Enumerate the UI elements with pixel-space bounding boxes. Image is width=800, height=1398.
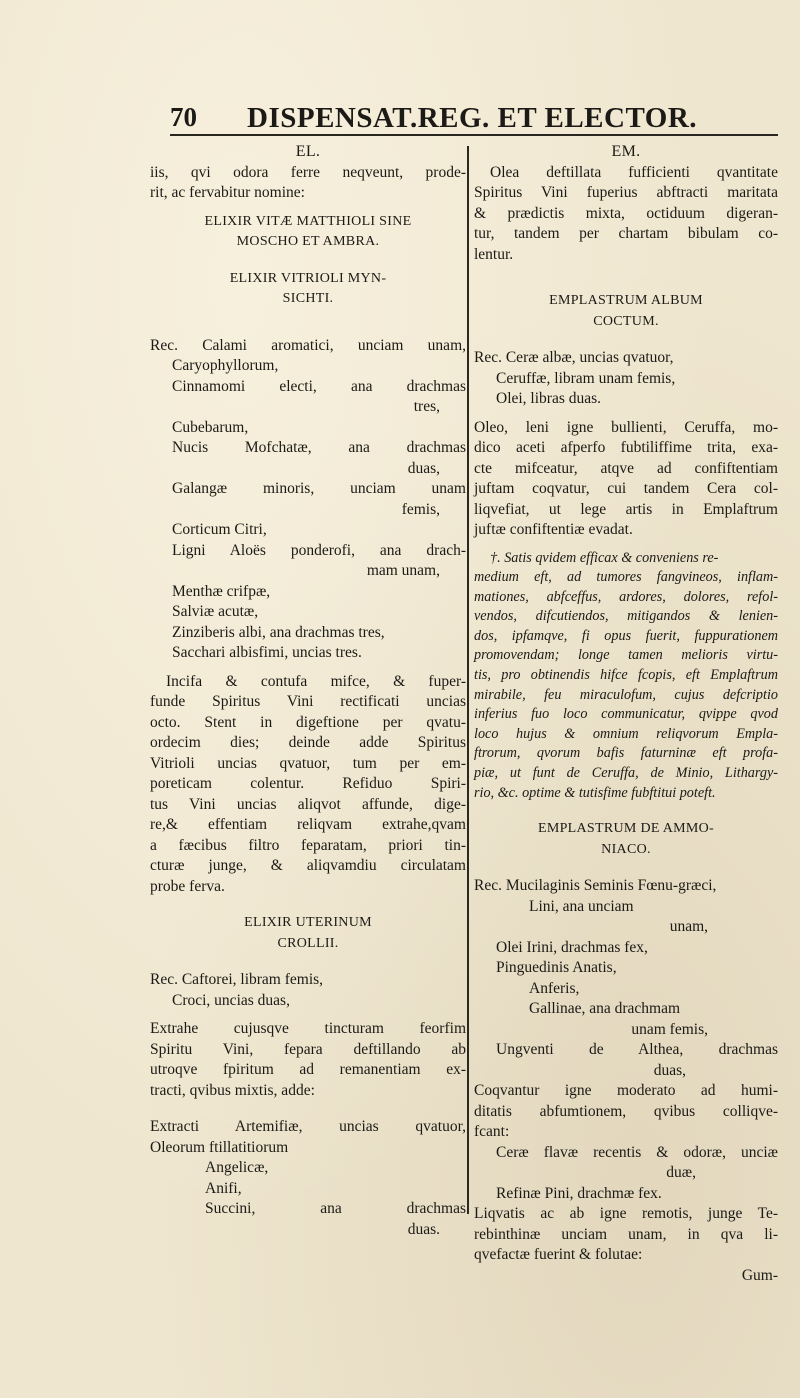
heading-line: NIACO. xyxy=(601,841,651,857)
recipe-line: Ungventi de Althea, drachmas xyxy=(496,1041,778,1059)
note-line: vendos, difcutiendos, mitigandos & lenien- xyxy=(474,608,778,625)
recipe-oleorum xyxy=(150,1117,466,1240)
note-album xyxy=(474,549,778,804)
note-line: piæ, ut funt de Ceruffa, de Minio, Lithargy- xyxy=(474,765,778,782)
recipe-line: Ceruffæ, libram unam femis, xyxy=(496,369,676,387)
recipe-line: duas. xyxy=(407,1220,440,1238)
paragraph-uterinum xyxy=(150,1019,466,1101)
paragraph-line: ordecim dies; deinde adde Spiritus xyxy=(150,734,466,751)
recipe-line: Rec. Ceræ albæ, uncias qvatuor, xyxy=(474,349,674,366)
note-line: tis, pro obtinendis hifce fcopis, eft Emplaftrum xyxy=(474,667,778,684)
paragraph-line: funde Spiritus Vini rectificati uncias xyxy=(150,693,466,710)
recipe-cera xyxy=(474,1143,778,1205)
recipe-line: Rec. Mucilaginis Seminis Fœnu-græci, xyxy=(474,877,717,895)
recipe-line: unam, xyxy=(669,918,708,936)
left-column xyxy=(150,142,466,1240)
heading-line: COCTUM. xyxy=(593,313,659,329)
note-line: mirabile, feu miraculofum, cujus defcriptio xyxy=(474,686,778,703)
note-line: ftrorum, qvorum bafis faturninæ eft profa- xyxy=(474,745,778,762)
paragraph-line: Spiritu Vini, fepara deftillando ab xyxy=(150,1040,466,1058)
recipe-line: Cubebarum, xyxy=(172,418,249,436)
left-column-head: EL. xyxy=(295,143,321,160)
paragraph-line: Liqvatis ac ab igne remotis, junge Te- xyxy=(474,1205,778,1223)
paragraph-line: iis, qvi odora ferre neqveunt, prode- xyxy=(150,163,466,181)
recipe-uterinum xyxy=(150,970,466,1011)
recipe-line: Croci, uncias duas, xyxy=(172,991,290,1009)
catchword: Gum- xyxy=(741,1266,778,1284)
recipe-line: Pinguedinis Anatis, xyxy=(496,959,617,977)
emplastrum-ammoniaco-title xyxy=(474,819,778,860)
paragraph-line: tracti, qvibus mixtis, adde: xyxy=(150,1081,315,1099)
paragraph-line: cte mifceatur, atqve ad confiftentiam xyxy=(474,459,778,477)
recipe-line: Angelicæ, xyxy=(205,1159,269,1176)
paragraph-line: qvefactæ fuerint & folutae: xyxy=(474,1246,643,1264)
paragraph-ammoniaco-1 xyxy=(474,1081,778,1143)
paragraph-line: Coqvantur igne moderato ad humi- xyxy=(474,1082,778,1100)
paragraph-line: Spiritus Vini fuperius abftracti maritata xyxy=(474,184,778,201)
recipe-line: duas, xyxy=(653,1061,686,1079)
paragraph-line: tur, tandem per chartam bibulam co- xyxy=(474,225,778,242)
header-rule xyxy=(170,134,778,136)
recipe-line: Rec. Calami aromatici, unciam unam, xyxy=(150,336,466,354)
recipe-vitrioli xyxy=(150,336,466,664)
paragraph-line: a fæcibus filtro feparatam, priori tin- xyxy=(150,836,466,854)
paragraph-line: cturæ junge, & aliqvamdiu circulatam xyxy=(150,857,466,874)
paragraph-line: & prædictis mixta, octiduum digeran- xyxy=(474,204,778,222)
elixir-uterinum-title xyxy=(150,913,466,954)
recipe-line: mam unam, xyxy=(366,562,440,579)
right-column-head: EM. xyxy=(611,143,641,160)
paragraph-line: lentur. xyxy=(474,245,514,263)
heading-line: EMPLASTRUM ALBUM xyxy=(549,293,703,308)
heading-line: SICHTI. xyxy=(282,291,334,306)
recipe-line: Anferis, xyxy=(529,979,580,997)
paragraph-line: Extrahe cujusqve tincturam feorfim xyxy=(150,1020,466,1037)
paragraph-line: utroqve fpiritum ad remanentiam ex- xyxy=(150,1061,466,1078)
elixir-vitrioli-title xyxy=(150,269,466,310)
paragraph-line: dico aceti afperfo fubtiliffime trita, exa- xyxy=(474,439,778,456)
note-line: rio, &c. optime & tutisfime fubftitui poteft. xyxy=(474,784,716,801)
paragraph-line: juftæ confiftentiæ evadat. xyxy=(474,521,633,538)
paragraph-line: octo. Stent in digeftione per qvatu- xyxy=(150,713,466,731)
recipe-line: Refinæ Pini, drachmæ fex. xyxy=(496,1184,662,1202)
recipe-line: Extracti Artemifiæ, uncias qvatuor, xyxy=(150,1118,466,1135)
paragraph-line: liqvefiat, ut lege artis in Emplaftrum xyxy=(474,500,778,518)
elixir-matthioli-title xyxy=(150,212,466,253)
paragraph-vitrioli xyxy=(150,672,466,898)
note-line: dos, ipfamqve, fi opus fuerit, fuppurationem xyxy=(474,627,778,644)
heading-line: ELIXIR VITÆ MATTHIOLI SINE xyxy=(204,213,412,229)
paragraph-line: probe ferva. xyxy=(150,877,225,895)
recipe-line: unam femis, xyxy=(631,1020,708,1038)
recipe-line: Menthæ crifpæ, xyxy=(172,582,271,600)
page-header xyxy=(170,102,780,134)
left-intro xyxy=(150,163,466,204)
recipe-line: duas, xyxy=(407,459,440,477)
paragraph-line: poreticam colentur. Refiduo Spiri- xyxy=(150,775,466,792)
right-intro xyxy=(474,163,778,266)
paragraph-line: tus Vini uncias aliqvot affunde, dige- xyxy=(150,795,466,813)
recipe-line: Zinziberis albi, ana drachmas tres, xyxy=(172,623,385,641)
recipe-line: Lini, ana unciam xyxy=(529,897,634,915)
column-divider xyxy=(467,146,469,1214)
recipe-line: Olei Irini, drachmas fex, xyxy=(496,938,648,956)
heading-line: CROLLII. xyxy=(277,935,339,951)
recipe-line: Sacchari albisfimi, uncias tres. xyxy=(172,644,362,661)
paragraph-line: juftam coqvatur, cui tandem Cera col- xyxy=(474,480,778,497)
paragraph-line: Vitrioli uncias qvatuor, tum per em- xyxy=(150,754,466,772)
recipe-line: tres, xyxy=(413,398,440,415)
heading-line: ELIXIR UTERINUM xyxy=(244,915,372,930)
recipe-line: Salviæ acutæ, xyxy=(172,603,259,620)
recipe-line: Gallinae, ana drachmam xyxy=(529,1000,681,1018)
right-column xyxy=(474,142,778,1286)
recipe-line: Caryophyllorum, xyxy=(172,357,279,374)
note-line: promovendam; longe tamen melioris virtu- xyxy=(474,647,778,664)
paragraph-line: Incifa & contufa mifce, & fuper- xyxy=(166,672,466,690)
note-line: loco hujus & omnium reliqvorum Empla- xyxy=(474,725,778,742)
recipe-line: Nucis Mofchatæ, ana drachmas xyxy=(172,439,466,456)
recipe-line: femis, xyxy=(401,500,440,518)
heading-line: MOSCHO ET AMBRA. xyxy=(236,234,380,249)
heading-line: ELIXIR VITRIOLI MYN- xyxy=(229,270,387,286)
recipe-line: Rec. Caftorei, libram femis, xyxy=(150,971,324,988)
recipe-line: duæ, xyxy=(666,1164,696,1182)
paragraph-ammoniaco-2 xyxy=(474,1204,778,1266)
paragraph-line: rebinthinæ unciam unam, in qva li- xyxy=(474,1225,778,1243)
recipe-line: Olei, libras duas. xyxy=(496,390,602,407)
recipe-line: Succini, ana drachmas xyxy=(205,1200,466,1217)
note-line: mationes, abfceffus, ardores, dolores, refol- xyxy=(474,588,778,605)
paragraph-line: Oleo, leni igne bullienti, Ceruffa, mo- xyxy=(474,418,778,436)
emplastrum-album-title xyxy=(474,291,778,332)
note-line: inferius fuo loco communicatur, qvippe qvod xyxy=(474,706,778,723)
recipe-line: Cinnamomi electi, ana drachmas xyxy=(172,377,466,395)
recipe-ammoniaco xyxy=(474,876,778,1081)
paragraph-line: ditatis abfumtionem, qvibus colliqve- xyxy=(474,1102,778,1120)
note-line: †. Satis qvidem efficax & conveniens re- xyxy=(490,549,719,566)
heading-line: EMPLASTRUM DE AMMO- xyxy=(537,821,715,837)
paragraph-line: Olea deftillata fufficienti qvantitate xyxy=(490,163,778,181)
recipe-line: Ligni Aloës ponderofi, ana drach- xyxy=(172,541,466,559)
paragraph-line: rit, ac fervabitur nomine: xyxy=(150,184,305,201)
paragraph-album xyxy=(474,418,778,541)
recipe-line: Corticum Citri, xyxy=(172,521,267,538)
recipe-line: Oleorum ftillatitiorum xyxy=(150,1138,289,1156)
recipe-album xyxy=(474,348,778,410)
note-line: medium eft, ad tumores fangvineos, inflam- xyxy=(474,569,778,586)
recipe-line: Anifi, xyxy=(205,1179,242,1197)
recipe-line: Galangæ minoris, unciam unam xyxy=(172,480,466,497)
running-title: DISPENSAT.REG. ET ELECTOR. xyxy=(247,102,698,134)
paragraph-line: re,& effentiam reliqvam extrahe,qvam xyxy=(150,816,466,833)
page-number: 70 xyxy=(170,102,197,132)
paragraph-line: fcant: xyxy=(474,1123,510,1141)
recipe-line: Ceræ flavæ recentis & odoræ, unciæ xyxy=(496,1143,778,1161)
